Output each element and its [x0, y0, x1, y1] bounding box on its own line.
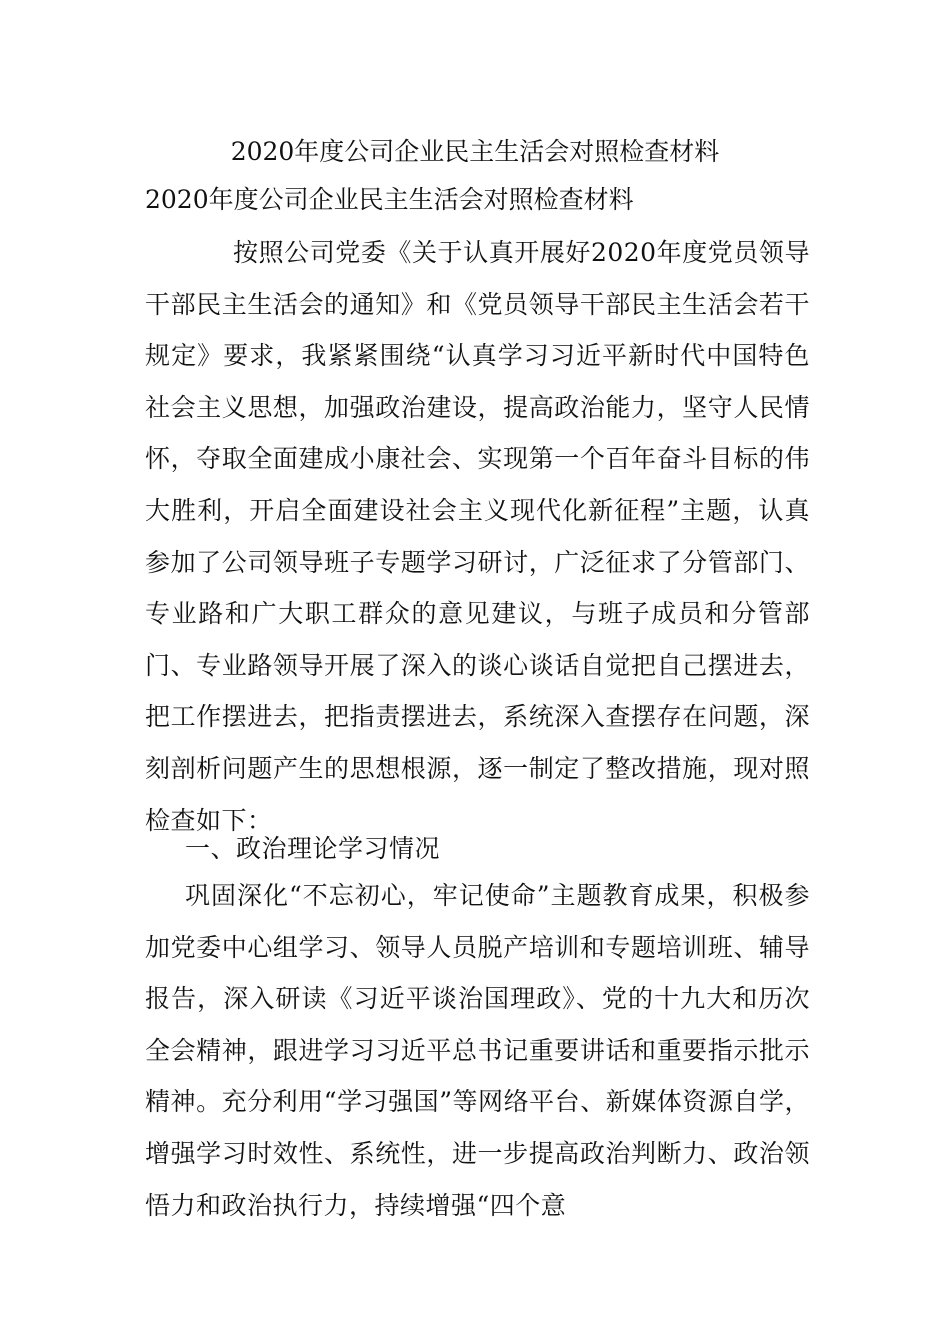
- document-title-repeated: 2020年度公司企业民主生活会对照检查材料: [145, 185, 634, 214]
- paragraph-political-study: 巩固深化“不忘初心，牢记使命”主题教育成果，积极参加党委中心组学习、领导人员脱产培训和专题培训班、辅导报告，深入研读《习近平谈治国理政》、党的十九大和历次全会精神，跟进学习习近平总书记重要讲话和重要指示批示精神。充分利用“学习强国”等网络平台、新媒体资源自学，增强学习时效性、系统性，进一步提高政治判断力、政治领悟力和政治执行力，持续增强“四个意: [145, 881, 810, 1220]
- paragraph-intro: 按照公司党委《关于认真开展好2020年度党员领导干部民主生活会的通知》和《党员领导干部民主生活会若干规定》要求，我紧紧围绕“认真学习习近平新时代中国特色社会主义思想，加强政治建设，提高政治能力，坚守人民情怀，夺取全面建成小康社会、实现第一个百年奋斗目标的伟大胜利，开启全面建设社会主义现代化新征程”主题，认真参加了公司领导班子专题学习研讨，广泛征求了分管部门、专业路和广大职工群众的意见建议，与班子成员和分管部门、专业路领导开展了深入的谈心谈话自觉把自己摆进去，把工作摆进去，把指责摆进去，系统深入查摆存在问题，深刻剖析问题产生的思想根源，逐一制定了整改措施，现对照检查如下：: [145, 238, 810, 835]
- document-title-centered: 2020年度公司企业民主生活会对照检查材料: [230, 137, 720, 166]
- section-heading: 一、政治理论学习情况: [185, 834, 441, 863]
